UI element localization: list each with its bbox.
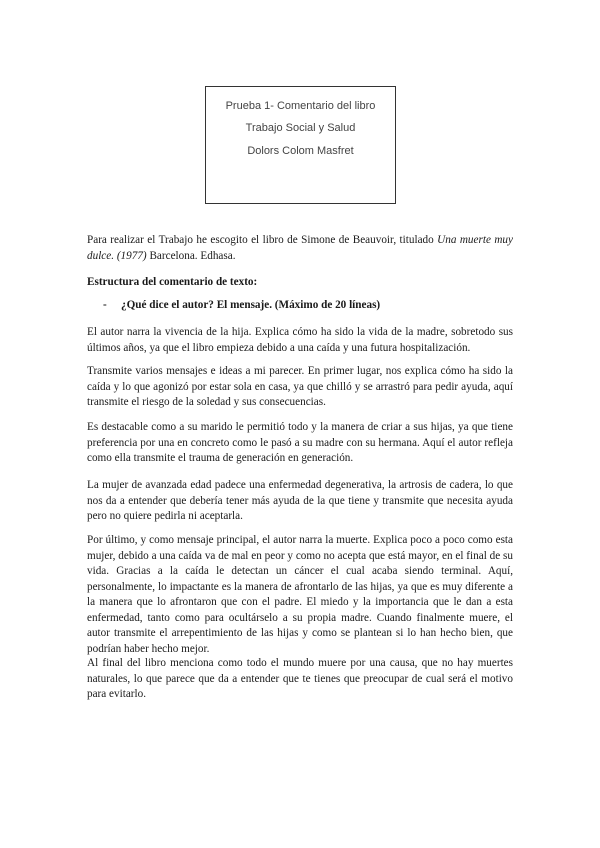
bullet-dash: -: [103, 299, 107, 311]
paragraph-3: Es destacable como a su marido le permitió todo y la manera de criar a sus hijas, ya que tiene preferencia por una en concreto como le pasó a su madre con su hermana. Aquí el autor refleja como ella transmite el trauma de generación en generación.: [87, 421, 513, 464]
title-box: [205, 86, 396, 204]
bullet-question: ¿Qué dice el autor? El mensaje. (Máximo de 20 líneas): [121, 299, 381, 311]
paragraph-1: El autor narra la vivencia de la hija. Explica cómo ha sido la vida de la madre, sobretodo sus últimos años, ya que el libro empieza debido a una caída y una futura hospitalización.: [87, 326, 513, 354]
paragraph-5: Por último, y como mensaje principal, el autor narra la muerte. Explica poco a poco como esta mujer, debido a una caída va de mal en peor y como no acepta que está mayor, en el final de su vida. Gracias a la caída le detectan un cáncer el cual acaba siendo terminal. Aquí, personalmente, lo impactante es la manera de afrontarlo de las hijas, ya que es muy diferente a la manera que lo afrontaron que con el padre. El miedo y la importancia que le dan a esta enfermedad, tanto como para ocultárselo a su propia madre. Cuando finalmente muere, el autor transmite el arrepentimiento de las hijas y como se plantean si lo han hecho bien, que podrían haber hecho mejor.: [87, 534, 513, 655]
intro-paragraph: [87, 233, 513, 264]
title-line-3: Dolors Colom Masfret: [247, 145, 354, 157]
paragraph-4: La mujer de avanzada edad padece una enfermedad degenerativa, la artrosis de cadera, lo que nos da a entender que debería tener más ayuda de la que tiene y transmite que necesita ayuda pero no quiere pedirla ni aceptarla.: [87, 479, 513, 522]
book-title: Una muerte muy dulce. (1977): [87, 234, 513, 262]
intro-text: Para realizar el Trabajo he escogito el libro de Simone de Beauvoir, titulado: [87, 234, 438, 246]
structure-heading: Estructura del comentario de texto:: [87, 276, 258, 288]
intro-publisher: Barcelona. Edhasa.: [146, 249, 236, 262]
paragraph-6: Al final del libro menciona como todo el mundo muere por una causa, que no hay muertes naturales, lo que parece que da a entender que te tienes que preocupar de cual será el motivo para evitarlo.: [87, 657, 513, 700]
title-line-2: Trabajo Social y Salud: [245, 122, 356, 134]
title-line-1: Prueba 1- Comentario del libro: [225, 100, 376, 112]
paragraph-2: Transmite varios mensajes e ideas a mi parecer. En primer lugar, nos explica cómo ha sido la caída y lo que agonizó por estar sola en casa, ya que chilló y se arrastró para pedir ayuda, aquí transmite el riesgo de la soledad y sus consecuencias.: [87, 365, 513, 408]
